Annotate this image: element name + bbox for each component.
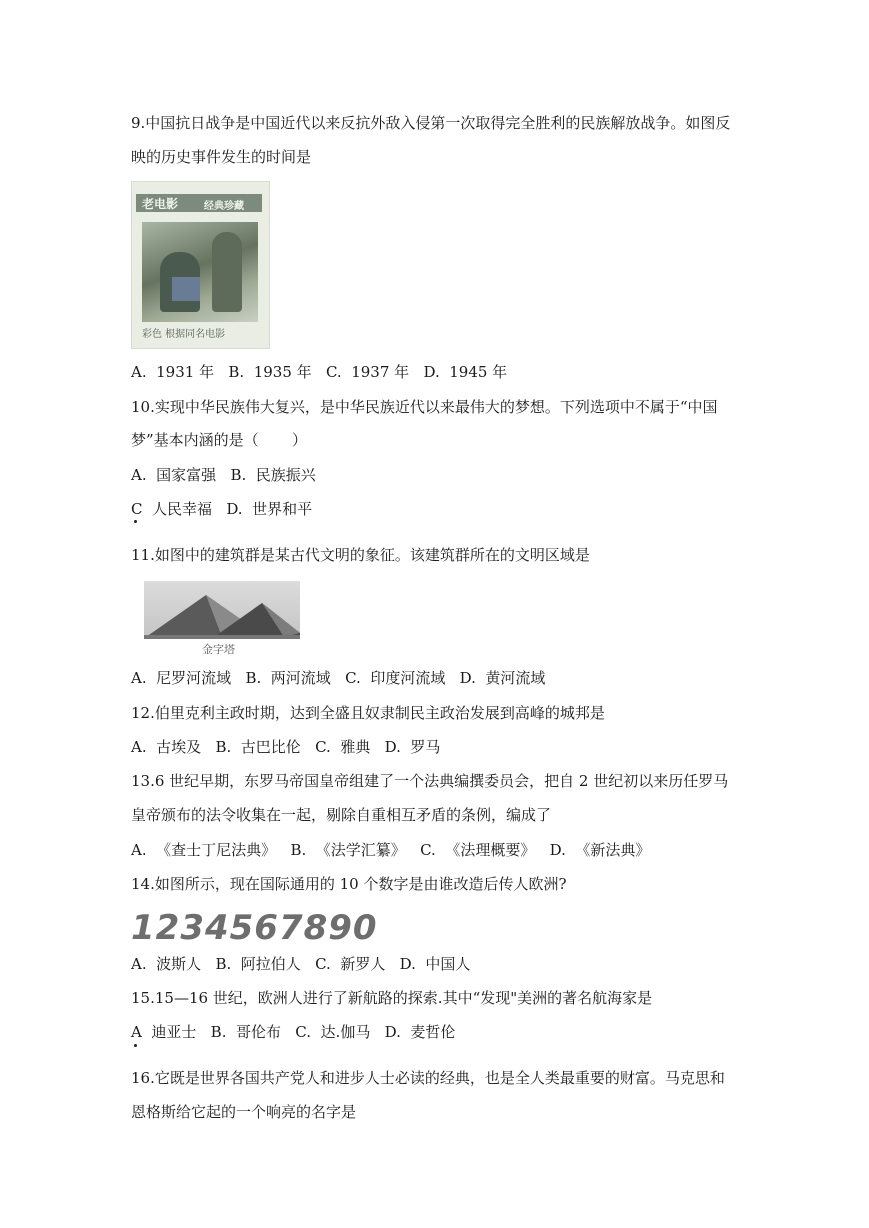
q9-options: A. 1931 年 B. 1935 年 C. 1937 年 D. 1945 年 bbox=[131, 363, 508, 381]
digits-image bbox=[131, 908, 401, 948]
poster-figure bbox=[212, 232, 242, 312]
q16-stem-line1: 16.它既是世界各国共产党人和进步人士必读的经典，也是全人类最重要的财富。马克思和 bbox=[131, 1069, 725, 1087]
q10-options-row1: A. 国家富强 B. 民族振兴 bbox=[131, 466, 316, 484]
q12-options: A. 古埃及 B. 古巴比伦 C. 雅典 D. 罗马 bbox=[131, 738, 441, 756]
q11-options: A. 尼罗河流域 B. 两河流域 C. 印度河流域 D. 黄河流域 bbox=[131, 669, 546, 687]
q15-dot-mark bbox=[134, 1044, 137, 1047]
q15-stem: 15.15—16 世纪，欧洲人进行了新航路的探索.其中“发现"美洲的著名航海家是 bbox=[131, 989, 653, 1007]
poster-footer: 彩色 根据同名电影 bbox=[142, 329, 226, 340]
pyramid-ground bbox=[144, 635, 300, 639]
pyramid-image bbox=[144, 581, 300, 658]
q11-stem: 11.如图中的建筑群是某古代文明的象征。该建筑群所在的文明区域是 bbox=[131, 546, 590, 564]
poster-subtitle: 经典珍藏 bbox=[204, 201, 244, 212]
q10-stem-line2: 梦”基本内涵的是（ ） bbox=[131, 431, 308, 449]
q14-options: A. 波斯人 B. 阿拉伯人 C. 新罗人 D. 中国人 bbox=[131, 955, 471, 973]
q13-stem-line1: 13.6 世纪早期，东罗马帝国皇帝组建了一个法典编撰委员会，把自 2 世纪初以来历任罗马 bbox=[131, 772, 729, 790]
q9-stem-line2: 映的历史事件发生的时间是 bbox=[131, 148, 312, 166]
q10-dot-mark bbox=[134, 520, 137, 523]
movie-poster-image bbox=[131, 181, 270, 349]
q16-stem-line2: 恩格斯给它起的一个响亮的名字是 bbox=[131, 1103, 357, 1121]
digits-text: 1234567890 bbox=[131, 908, 378, 948]
poster-title-band bbox=[136, 194, 262, 212]
pyramid-caption: 金字塔 bbox=[202, 643, 235, 656]
q10-stem-line1: 10.实现中华民族伟大复兴，是中华民族近代以来最伟大的梦想。下列选项中不属于“中国 bbox=[131, 398, 718, 416]
q10-options-row2: C 人民幸福 D. 世界和平 bbox=[131, 500, 313, 518]
q12-stem: 12.伯里克利主政时期，达到全盛且奴隶制民主政治发展到高峰的城邦是 bbox=[131, 704, 605, 722]
poster-scene bbox=[142, 222, 258, 322]
q15-options: A 迪亚士 B. 哥伦布 C. 达.伽马 D. 麦哲伦 bbox=[131, 1023, 456, 1041]
q14-stem: 14.如图所示，现在国际通用的 10 个数字是由谁改造后传人欧洲? bbox=[131, 875, 567, 893]
poster-title: 老电影 bbox=[142, 197, 179, 211]
q9-stem-line1: 9.中国抗日战争是中国近代以来反抗外敌入侵第一次取得完全胜利的民族解放战争。如图反 bbox=[131, 114, 731, 132]
poster-color-patch bbox=[172, 277, 200, 301]
q13-stem-line2: 皇帝颁布的法令收集在一起，剔除自重相互矛盾的条例，编成了 bbox=[131, 806, 552, 824]
q13-options: A. 《查士丁尼法典》 B. 《法学汇纂》 C. 《法理概要》 D. 《新法典》 bbox=[131, 841, 651, 859]
pyramid-drawing bbox=[144, 581, 300, 639]
